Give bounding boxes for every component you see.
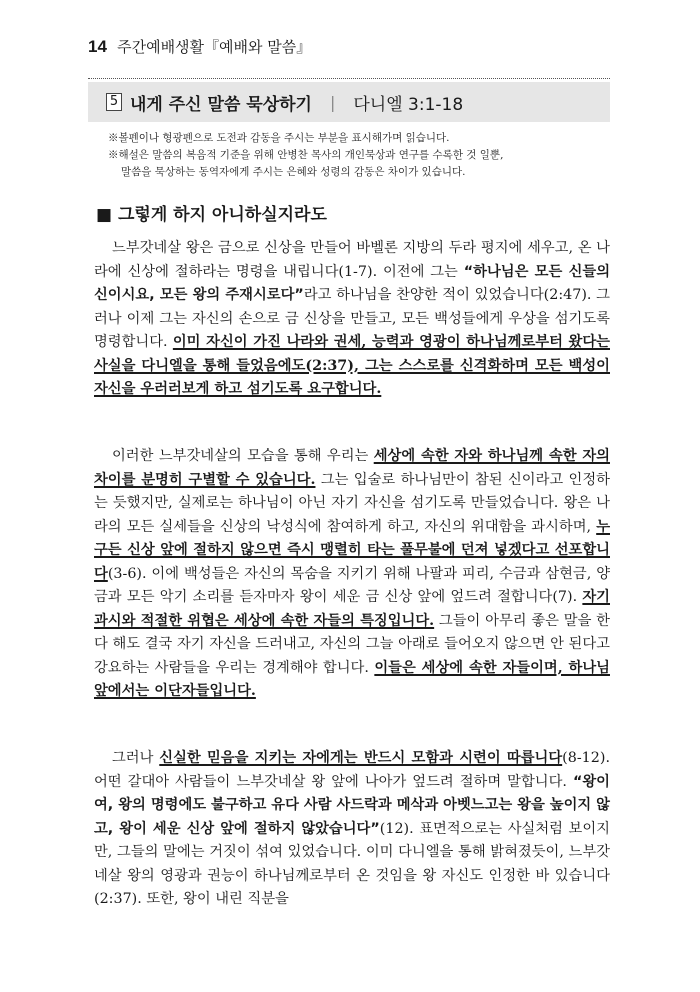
title-separator: | xyxy=(329,92,336,112)
page-header xyxy=(88,36,311,57)
reading-notes xyxy=(108,130,618,181)
text-run: 그들이 아무리 좋은 말을 한다 해도 결국 자기 자신을 드러내고, 자신의 그늘 아래로 들어오지 않으면 안 된다고 강요하는 사람들을 우리는 경계해야 합니다. xyxy=(94,612,610,676)
text-run: (8-12). 어떤 갈대아 사람들이 느부갓네살 왕 앞에 나아가 엎드려 절하며 말합니다. xyxy=(94,750,610,790)
note-line: ※해설은 말씀의 복음적 기준을 위해 안병찬 목사의 개인묵상과 연구를 수록한 것 일뿐, xyxy=(108,149,504,161)
paragraph-2 xyxy=(94,445,610,704)
devotional-heading: ■ 그렇게 하지 아니하실지라도 xyxy=(96,205,327,225)
note-line: ※볼펜이나 형광펜으로 도전과 감동을 주시는 부분을 표시해가며 읽습니다. xyxy=(108,132,450,144)
text-run: (3-6). 이에 백성들은 자신의 목숨을 지키기 위해 나팔과 피리, 수금과 삼현금, 양금과 모든 악기 소리를 듣자마자 왕이 세운 금 신상 앞에 엎드려 절합니다(7). xyxy=(94,565,610,605)
quote-emphasis: “하나님은 모든 신들의 신이시요, 모든 왕의 주재시로다” xyxy=(94,263,610,303)
underlined-emphasis: 세상에 속한 자와 하나님께 속한 자의 차이를 분명히 구별할 수 있습니다. xyxy=(94,448,610,488)
quote-emphasis: “왕이여, 왕의 명령에도 불구하고 유다 사람 사드락과 메삭과 아벳느고는 왕을 높이지 않고, 왕이 세운 신상 앞에 절하지 않았습니다” xyxy=(94,773,610,837)
text-run: 느부갓네살 왕은 금으로 신상을 만들어 바벨론 지방의 두라 평지에 세우고, 온 나라에 신상에 절하라는 명령을 내립니다(1-7). 이전에 그는 xyxy=(94,240,610,280)
scripture-reference: 다니엘 3:1-18 xyxy=(353,94,464,115)
text-run: 이러한 느부갓네살의 모습을 통해 우리는 xyxy=(112,448,374,464)
underlined-emphasis: 누구든 신상 앞에 절하지 않으면 즉시 맹렬히 타는 풀무불에 던져 넣겠다고 선포합니다 xyxy=(94,518,610,582)
section-title-box xyxy=(88,82,610,122)
text-run: 그러나 xyxy=(112,750,160,766)
underlined-emphasis: 신실한 믿음을 지키는 자에게는 반드시 모함과 시련이 따릅니다 xyxy=(159,750,563,766)
text-run: 그는 입술로 하나님만이 참된 신이라고 인정하는 듯했지만, 실제로는 하나님이 아닌 자기 자신을 섬기도록 만들었습니다. 왕은 나라의 모든 실세들을 신상의 낙성식에 참여하게 하고, 자신의 위대함을 과시하며, xyxy=(94,471,610,535)
header-divider xyxy=(88,78,610,79)
underlined-emphasis: 이들은 세상에 속한 자들이며, 하나님 앞에서는 이단자들입니다. xyxy=(94,659,610,699)
text-run: (12). 표면적으로는 사실처럼 보이지만, 그들의 말에는 거짓이 섞여 있었습니다. 이미 다니엘을 통해 밝혀졌듯이, 느부갓네살 왕의 영광과 권능이 하나님께로부터 온 것임을 왕 자신도 인정한 바 있습니다(2:37). 또한, 왕이 내린 직분을 xyxy=(94,820,610,907)
paragraph-3 xyxy=(94,747,610,912)
paragraph-1 xyxy=(94,237,610,402)
note-line: 말씀을 묵상하는 동역자에게 주시는 은혜와 성령의 감동은 차이가 있습니다. xyxy=(121,166,466,178)
publication-title: 주간예배생활『예배와 말씀』 xyxy=(117,38,312,56)
underlined-emphasis: 이미 자신이 가진 나라와 권세, 능력과 영광이 하나님께로부터 왔다는 사실을 다니엘을 통해 들었음에도(2:37), 그는 스스로를 신격화하며 모든 백성이 자신을 우러러보게 하고 섬기도록 요구합니다. xyxy=(94,334,610,397)
section-title: 내게 주신 말씀 묵상하기 xyxy=(130,94,312,115)
text-run: 라고 하나님을 찬양한 적이 있었습니다(2:47). 그러나 이제 그는 자신의 손으로 금 신상을 만들고, 모든 백성들에게 우상을 섬기도록 명령합니다. xyxy=(94,287,610,350)
page-number: 14 xyxy=(88,37,107,56)
section-number-badge: 5 xyxy=(106,93,122,111)
underlined-emphasis: 자기 과시와 적절한 위협은 세상에 속한 자들의 특징입니다. xyxy=(94,589,610,629)
